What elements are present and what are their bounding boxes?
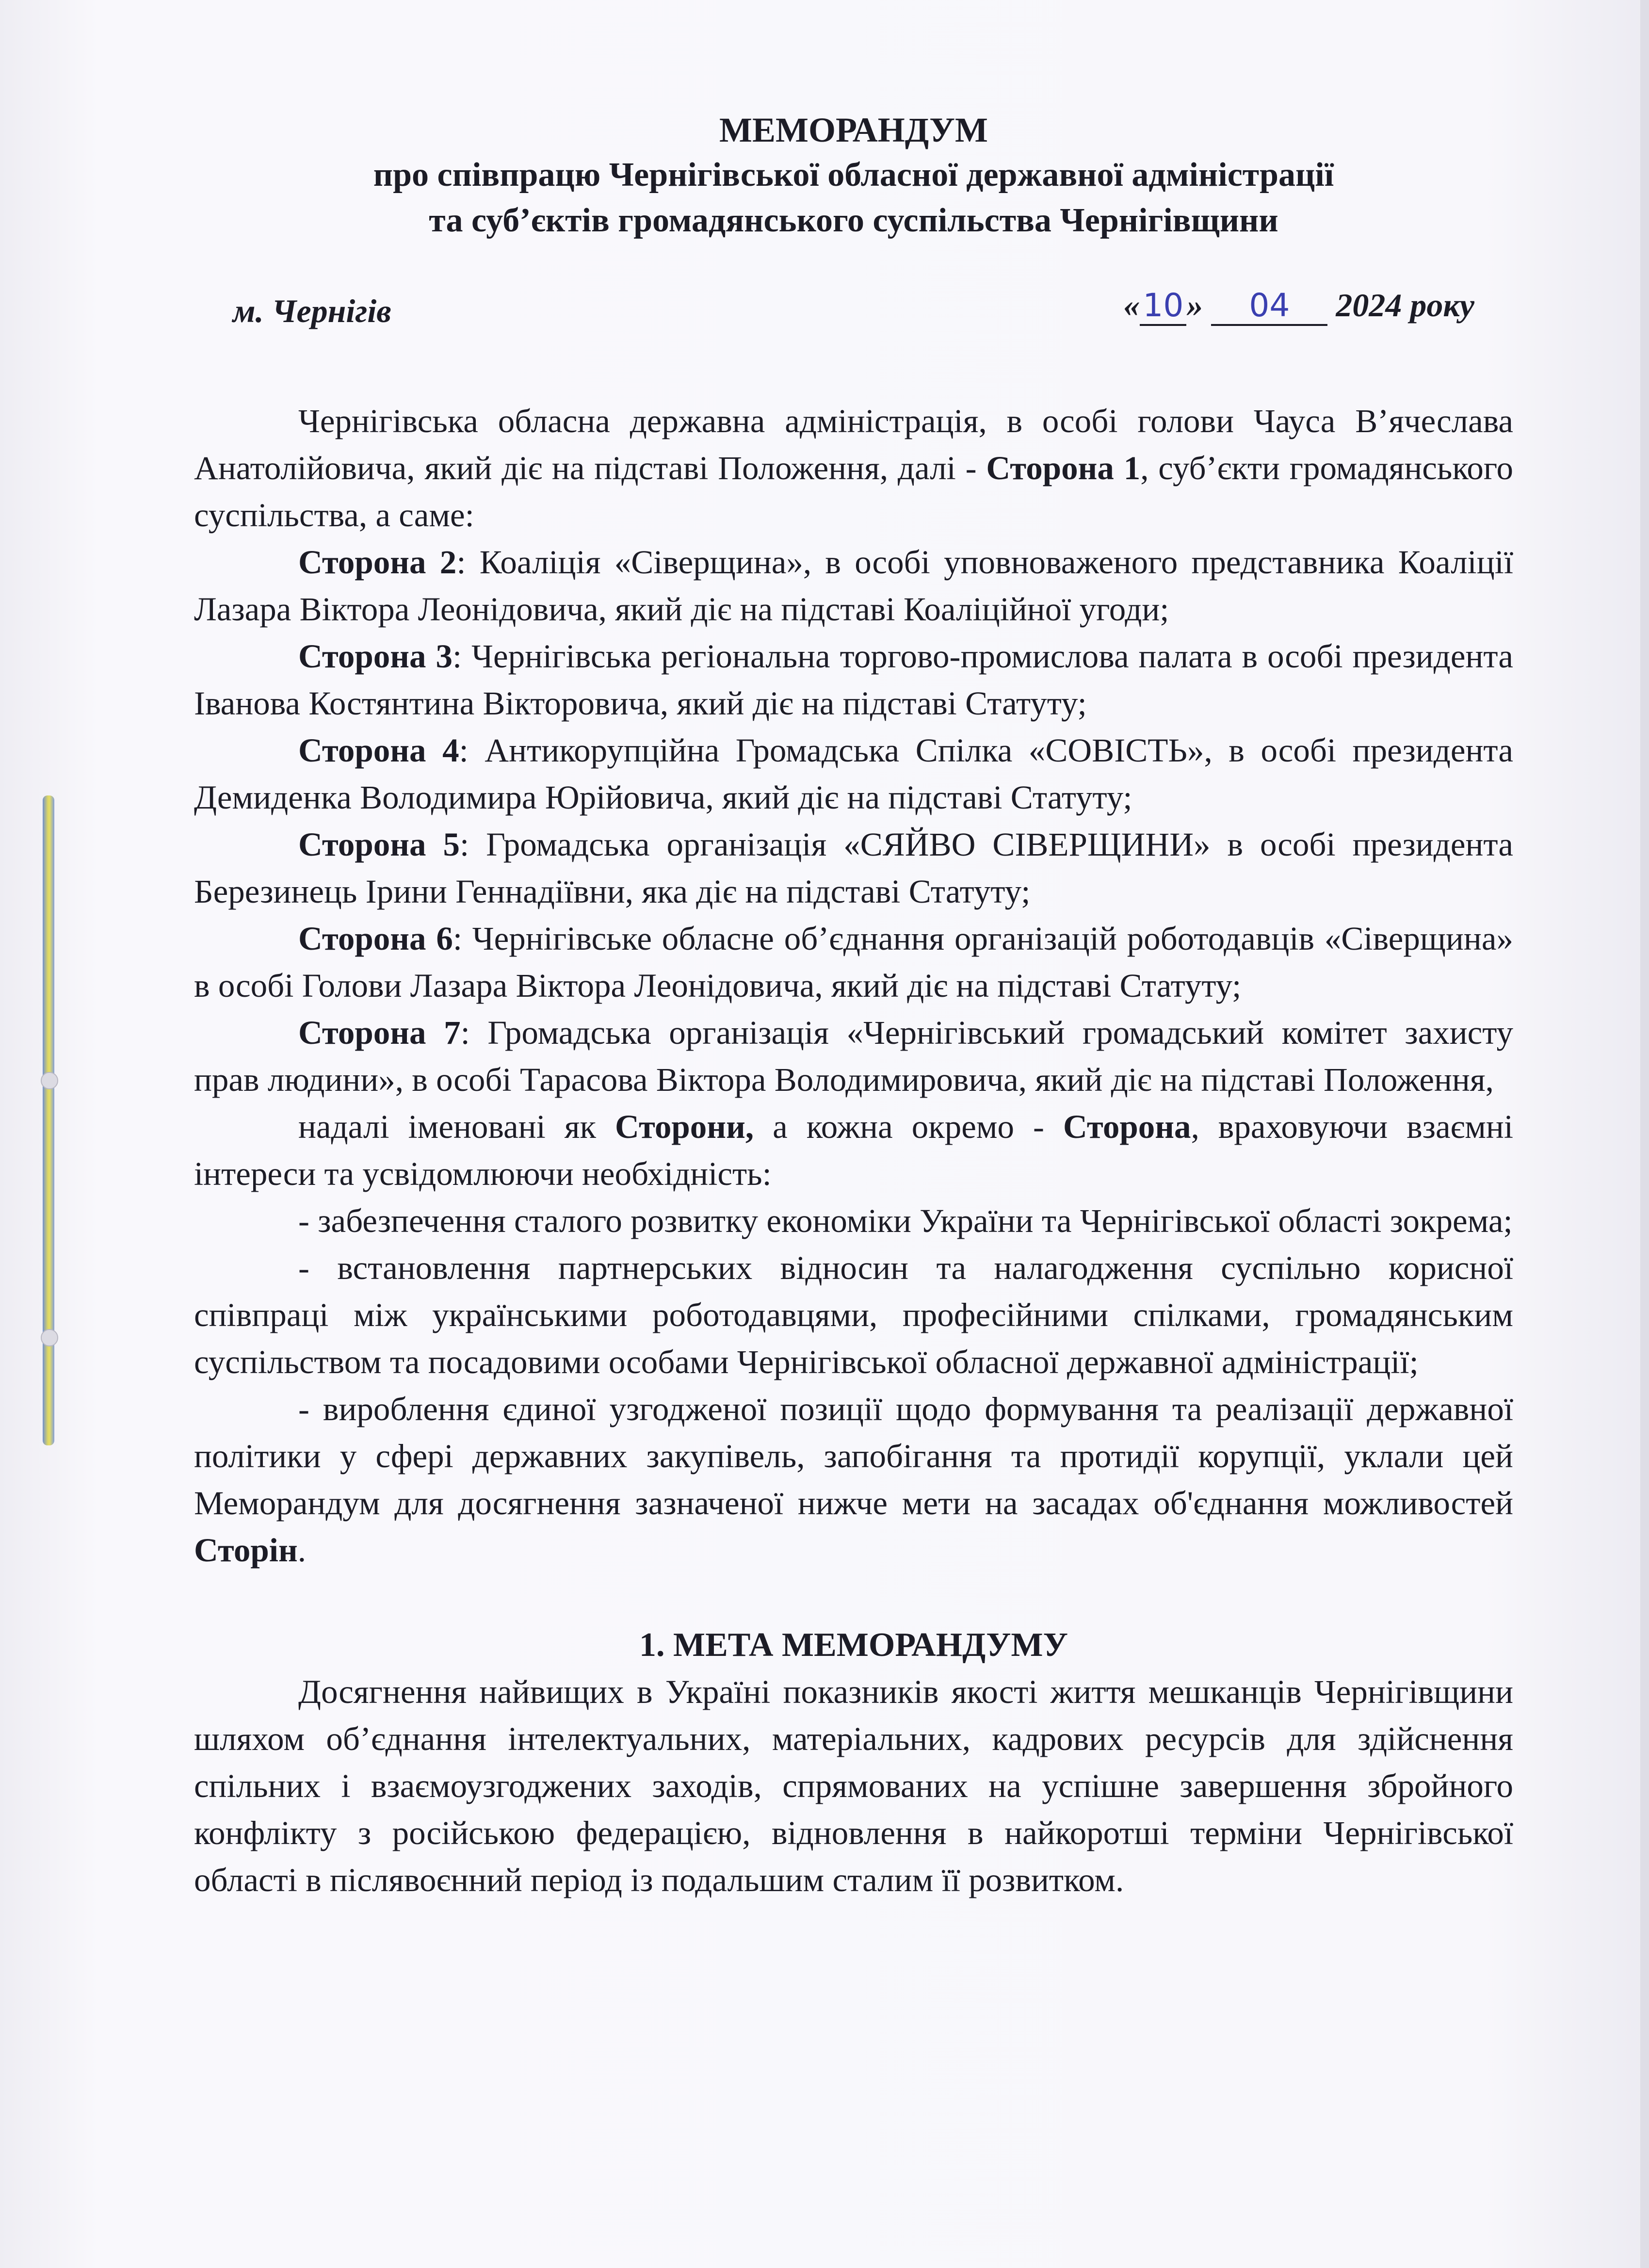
need-text: - вироблення єдиної узгодженої позиції щодо формування та реалізації державної політики у сфері державних закупівель, запобігання та протидії корупції, уклали цей Меморандум для досягнення зазначеної нижче мети на засадах об'єднання можливостей (194, 1391, 1513, 1522)
document-subtitle-line2: та суб’єктів громадянського суспільства Чернігівщини (429, 202, 1278, 239)
section-1-heading: 1. МЕТА МЕМОРАНДУМУ (639, 1626, 1068, 1664)
date-close-quote: » (1186, 287, 1203, 324)
party-text: : Антикорупційна Громадська Спілка «СОВІСТЬ», в особі президента Демиденка Володимира Юрійовича, який діє на підставі Статуту; (194, 732, 1513, 816)
party-label: Сторона 5 (298, 826, 460, 863)
party-label: Сторона 6 (298, 920, 453, 957)
need-item (194, 1386, 1513, 1574)
party-paragraph (194, 915, 1513, 1009)
naming-bold-parties: Сторони, (615, 1108, 754, 1145)
party-1-label: Сторона 1 (986, 450, 1141, 486)
party-paragraph (194, 1009, 1513, 1103)
date-day-handwritten: 10 (1140, 287, 1186, 326)
party-paragraph (194, 633, 1513, 727)
binding-thread (43, 795, 54, 1445)
naming-text: а кожна окремо - (754, 1108, 1064, 1145)
binding-hole (41, 1329, 58, 1346)
naming-bold-party: Сторона (1063, 1108, 1191, 1145)
party-label: Сторона 3 (298, 638, 453, 675)
party-label: Сторона 2 (298, 544, 457, 581)
intro-paragraph (194, 398, 1513, 539)
document-body (194, 398, 1513, 1904)
need-bold-parties: Сторін (194, 1532, 298, 1569)
intro-text: Чернігівська обласна державна адміністрація, в особі голови Чауса В’ячеслава Анатолійовича, який діє на підставі Положення, далі - (194, 403, 1513, 486)
need-item: - забезпечення сталого розвитку економіки України та Чернігівської області зокрема; (298, 1202, 1513, 1239)
intro-text-end: , суб’єкти громадянського суспільства, а саме: (194, 450, 1513, 534)
naming-text: , враховуючи взаємні інтереси та усвідомлюючи необхідність: (194, 1108, 1513, 1192)
date-open-quote: « (1123, 287, 1140, 324)
binding-hole (41, 1072, 58, 1089)
party-paragraph (194, 539, 1513, 633)
need-item: - встановлення партнерських відносин та налагодження суспільно корисної співпраці між українськими роботодавцями, професійними спілками, громадянським суспільством та посадовими особами Чернігівської обласної державної адміністрації; (194, 1249, 1513, 1380)
document-place: м. Чернігів (233, 292, 391, 329)
party-paragraph (194, 727, 1513, 821)
date-month-handwritten: 04 (1211, 287, 1327, 326)
document-subtitle-line1: про співпрацю Чернігівської обласної державної адміністрації (373, 156, 1334, 194)
date-year: 2024 року (1336, 287, 1474, 324)
party-label: Сторона 4 (298, 732, 459, 769)
document-title: МЕМОРАНДУМ (719, 111, 988, 149)
party-text: : Коаліція «Сіверщина», в особі уповноваженого представника Коаліції Лазара Віктора Леонідовича, який діє на підставі Коаліційної угоди; (194, 544, 1513, 628)
party-text: : Громадська організація «Чернігівський громадський комітет захисту прав людини», в особі Тарасова Віктора Володимировича, який діє на підставі Положення, (194, 1014, 1513, 1098)
party-label: Сторона 7 (298, 1014, 461, 1051)
party-paragraph (194, 821, 1513, 915)
party-text: : Чернігівська регіональна торгово-промислова палата в особі президента Іванова Костянтина Вікторовича, який діє на підставі Статуту; (194, 638, 1513, 722)
naming-text: надалі іменовані як (298, 1108, 615, 1145)
need-text-end: . (297, 1532, 306, 1569)
party-text: : Чернігівське обласне об’єднання організацій роботодавців «Сіверщина» в особі Голови Лазара Віктора Леонідовича, який діє на підставі Статуту; (194, 920, 1513, 1004)
party-text: : Громадська організація «СЯЙВО СІВЕРЩИНИ» в особі президента Березинець Ірини Геннадіївни, яка діє на підставі Статуту; (194, 826, 1513, 910)
section-1-text: Досягнення найвищих в Україні показників якості життя мешканців Чернігівщини шляхом об’єднання інтелектуальних, матеріальних, кадрових ресурсів для здійснення спільних і взаємоузгоджених заходів, спрямованих на успішне завершення збройного конфлікту з російською федерацією, відновлення в найкоротші терміни Чернігівської області в післявоєнний період із подальшим сталим її розвитком. (194, 1673, 1513, 1898)
paper-edge (1640, 0, 1649, 2268)
document-date (1123, 286, 1474, 326)
naming-paragraph (194, 1103, 1513, 1198)
